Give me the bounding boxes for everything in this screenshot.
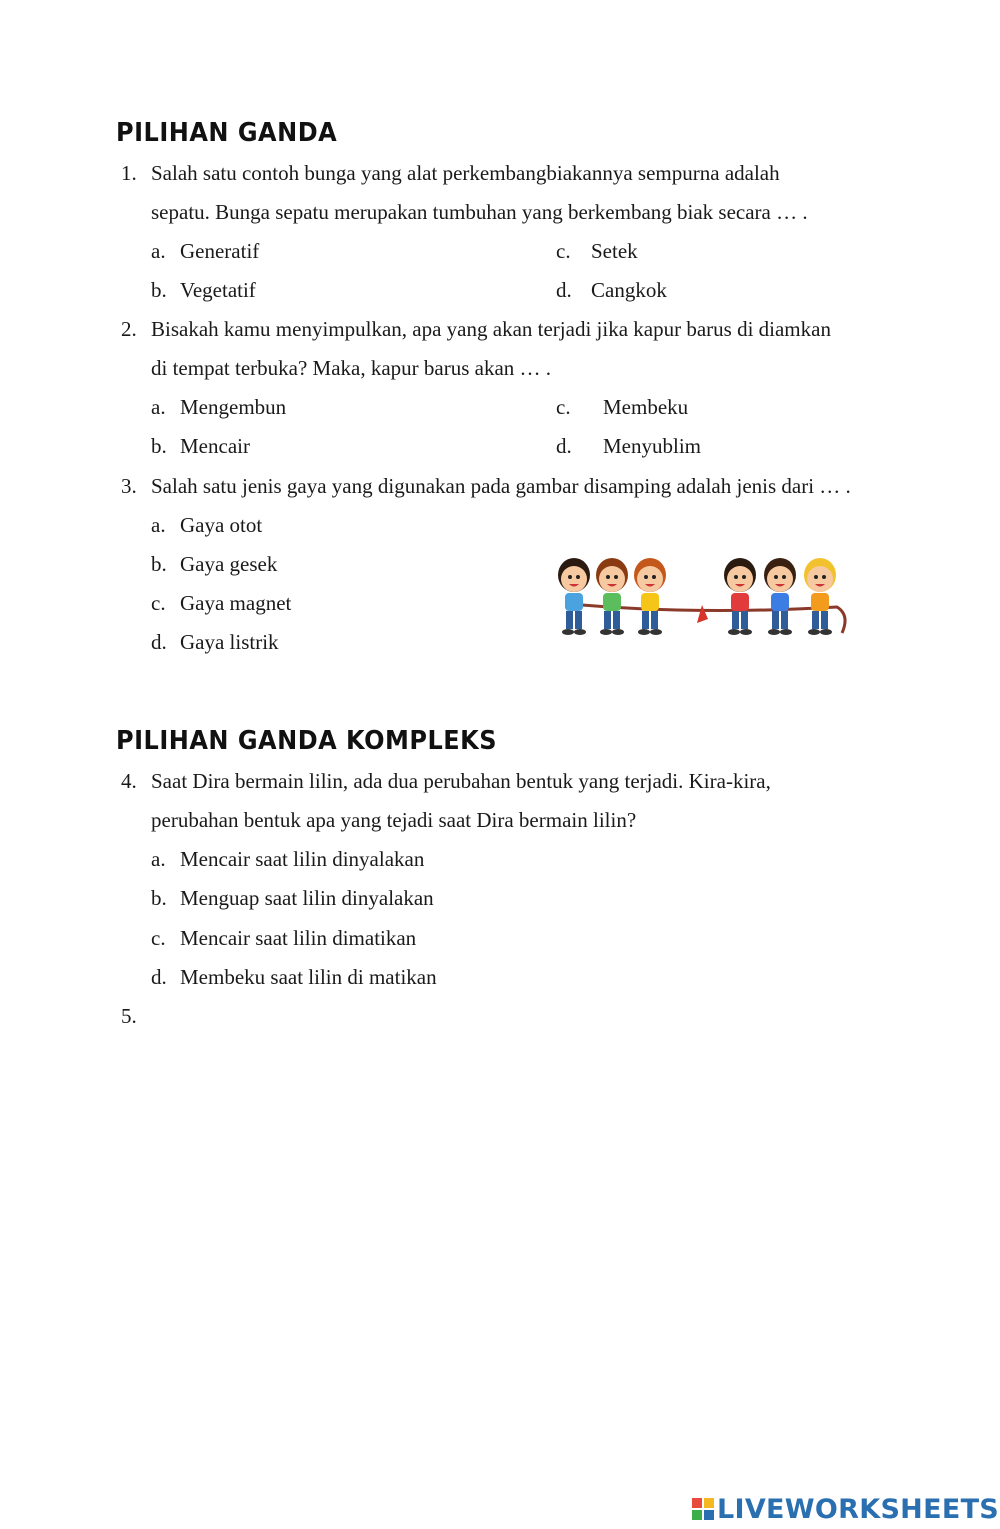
option-text[interactable]: Menyublim [603,434,701,458]
logo-grid-icon [692,1498,714,1520]
option-letter: a. [151,239,166,263]
option-text[interactable]: Membeku [603,395,689,419]
rope-flag-icon [697,605,708,623]
section-title-pilihan-ganda: PILIHAN GANDA [116,117,338,148]
option-text[interactable]: Mengembun [180,395,287,419]
question-number: 3. [121,474,137,498]
option-letter: c. [151,591,166,615]
option-text[interactable]: Gaya magnet [180,591,292,615]
option-text[interactable]: Menguap saat lilin dinyalakan [180,886,434,910]
rope-icon [582,605,845,633]
option-letter: a. [151,513,166,537]
option-text[interactable]: Mencair saat lilin dimatikan [180,926,417,950]
option-text[interactable]: Mencair saat lilin dinyalakan [180,847,425,871]
option-text[interactable]: Mencair [180,434,250,458]
option-letter: a. [151,395,166,419]
option-letter: d. [151,965,167,989]
option-letter: b. [151,886,167,910]
question-text: Salah satu contoh bunga yang alat perkembangbiakannya sempurna adalah [151,161,780,185]
option-text[interactable]: Membeku saat lilin di matikan [180,965,437,989]
option-letter: d. [556,278,572,302]
tug-of-war-illustration [552,553,858,643]
option-letter: b. [151,278,167,302]
option-text[interactable]: Generatif [180,239,260,263]
question-text: perubahan bentuk apa yang tejadi saat Dira bermain lilin? [151,808,637,832]
option-letter: d. [556,434,572,458]
option-text[interactable]: Gaya gesek [180,552,278,576]
child-figure-icon [634,558,666,635]
section-title-pilihan-ganda-kompleks: PILIHAN GANDA KOMPLEKS [116,725,498,756]
question-number: 4. [121,769,137,793]
child-figure-icon [596,558,628,635]
option-letter: c. [151,926,166,950]
liveworksheets-logo [692,1492,999,1526]
question-text: di tempat terbuka? Maka, kapur barus akan … . [151,356,552,380]
question-number: 5. [121,1004,137,1028]
child-figure-icon [724,558,756,635]
question-text: Salah satu jenis gaya yang digunakan pada gambar disamping adalah jenis dari … . [151,474,851,498]
question-number: 1. [121,161,137,185]
question-number: 2. [121,317,137,341]
logo-square-icon [692,1498,702,1508]
option-letter: d. [151,630,167,654]
question-text: sepatu. Bunga sepatu merupakan tumbuhan yang berkembang biak secara … . [151,200,808,224]
option-letter: c. [556,239,571,263]
logo-square-icon [704,1510,714,1520]
child-figure-icon [558,558,590,635]
option-text[interactable]: Vegetatif [180,278,256,302]
question-text: Saat Dira bermain lilin, ada dua perubahan bentuk yang terjadi. Kira-kira, [151,769,771,793]
option-text[interactable]: Setek [591,239,638,263]
option-text[interactable]: Gaya listrik [180,630,279,654]
option-text[interactable]: Gaya otot [180,513,263,537]
option-text[interactable]: Cangkok [591,278,667,302]
logo-square-icon [692,1510,702,1520]
option-letter: b. [151,552,167,576]
option-letter: c. [556,395,571,419]
option-letter: b. [151,434,167,458]
child-figure-icon [804,558,836,635]
question-text: Bisakah kamu menyimpulkan, apa yang akan terjadi jika kapur barus di diamkan [151,317,831,341]
option-letter: a. [151,847,166,871]
child-figure-icon [764,558,796,635]
logo-square-icon [704,1498,714,1508]
brand-name: LIVEWORKSHEETS [717,1493,1000,1525]
